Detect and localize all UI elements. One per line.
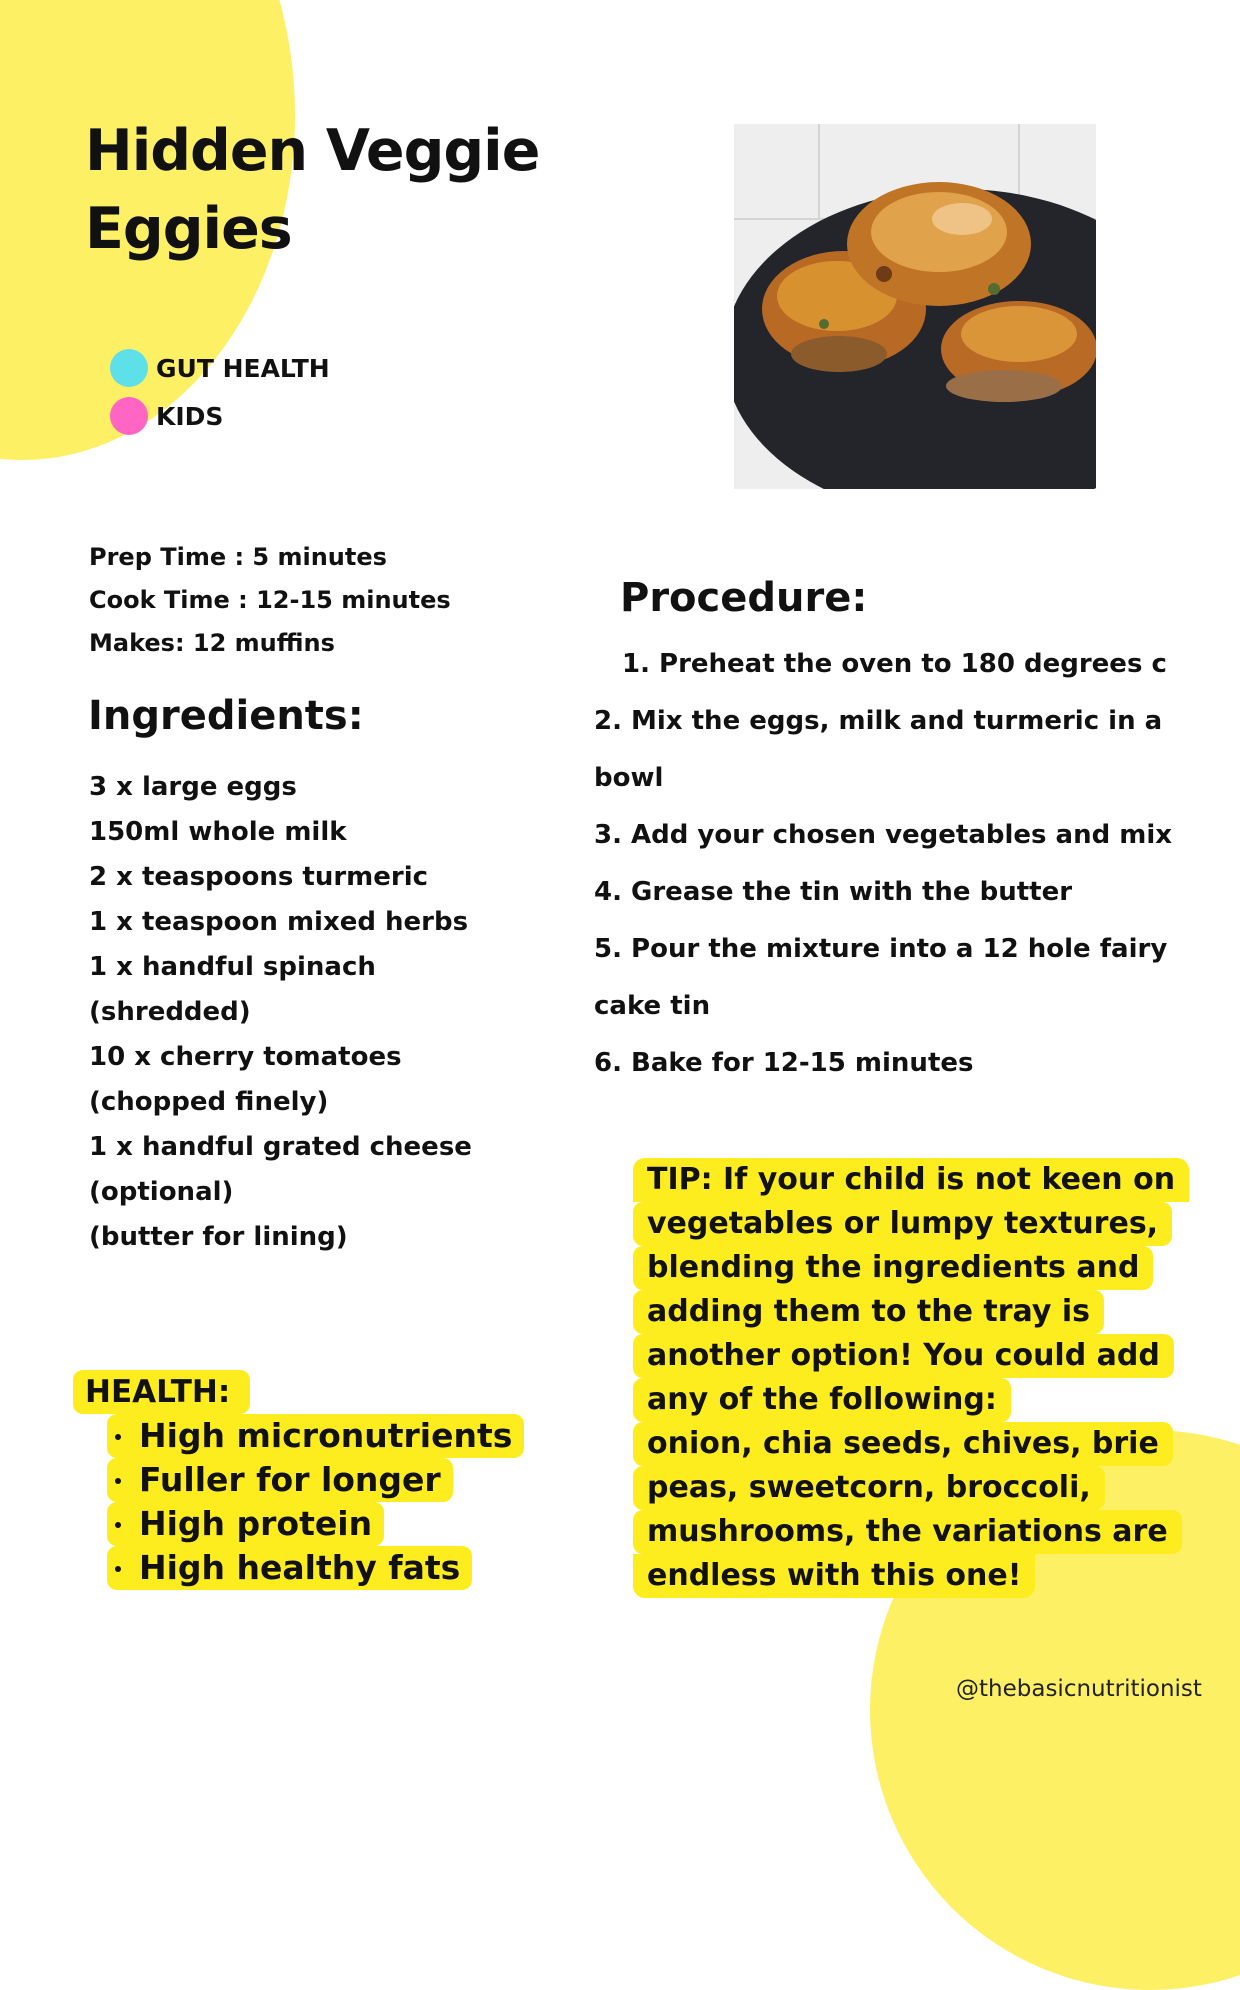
tip-line: adding them to the tray is: [633, 1290, 1104, 1334]
procedure-step: 3. Add your chosen vegetables and mix: [594, 820, 1173, 850]
tag-label: GUT HEALTH: [156, 353, 330, 383]
procedure-step: bowl: [594, 763, 664, 793]
procedure-step: 4. Grease the tin with the butter: [594, 877, 1073, 907]
tag-kids: [110, 392, 330, 440]
ingredients-heading: Ingredients:: [88, 693, 364, 739]
social-handle: @thebasicnutritionist: [956, 1676, 1202, 1702]
ingredient-item: 3 x large eggs: [89, 772, 297, 802]
pink-dot-icon: [110, 397, 148, 435]
tip-line: TIP: If your child is not keen on: [633, 1158, 1189, 1202]
tip-line: mushrooms, the variations are: [633, 1510, 1182, 1554]
title-line-1: Hidden Veggie: [85, 118, 540, 184]
tip-line: blending the ingredients and: [633, 1246, 1153, 1290]
ingredient-item: 1 x handful spinach: [89, 952, 376, 982]
ingredient-item: 10 x cherry tomatoes: [89, 1042, 402, 1072]
ingredient-item: (chopped finely): [89, 1087, 329, 1117]
health-item: High micronutrients: [107, 1414, 524, 1458]
egg-muffins-photo: [734, 124, 1096, 489]
title-line-2: Eggies: [85, 196, 292, 262]
tip-line: endless with this one!: [633, 1554, 1035, 1598]
health-list: [73, 1414, 524, 1590]
tip-box: [633, 1158, 1189, 1598]
egg-muffins-illustration: [734, 124, 1096, 489]
ingredient-item: 2 x teaspoons turmeric: [89, 862, 429, 892]
tip-line: another option! You could add: [633, 1334, 1174, 1378]
tip-line: any of the following:: [633, 1378, 1011, 1422]
ingredient-item: (butter for lining): [89, 1222, 348, 1252]
procedure-steps: [594, 636, 1172, 1092]
yield: Makes: 12 muffins: [89, 629, 335, 657]
ingredient-item: 1 x teaspoon mixed herbs: [89, 907, 469, 937]
cook-time: Cook Time : 12-15 minutes: [89, 586, 451, 614]
health-item: High healthy fats: [107, 1546, 472, 1590]
tip-line: vegetables or lumpy textures,: [633, 1202, 1172, 1246]
health-title: HEALTH:: [73, 1370, 250, 1414]
procedure-heading: Procedure:: [620, 575, 868, 621]
recipe-title: [85, 112, 539, 268]
health-item: High protein: [107, 1502, 384, 1546]
recipe-times: [89, 536, 451, 665]
procedure-step: 1. Preheat the oven to 180 degrees c: [622, 649, 1167, 679]
tip-line: peas, sweetcorn, broccoli,: [633, 1466, 1105, 1510]
ingredient-item: (optional): [89, 1177, 234, 1207]
prep-time: Prep Time : 5 minutes: [89, 543, 387, 571]
health-benefits: [73, 1370, 524, 1590]
procedure-step: cake tin: [594, 991, 711, 1021]
health-item: Fuller for longer: [107, 1458, 453, 1502]
tag-gut-health: [110, 344, 330, 392]
procedure-step: 6. Bake for 12-15 minutes: [594, 1048, 974, 1078]
procedure-step: 2. Mix the eggs, milk and turmeric in a: [594, 706, 1163, 736]
cyan-dot-icon: [110, 349, 148, 387]
tag-label: KIDS: [156, 401, 224, 431]
ingredient-item: (shredded): [89, 997, 251, 1027]
ingredient-item: 1 x handful grated cheese: [89, 1132, 472, 1162]
ingredient-item: 150ml whole milk: [89, 817, 347, 847]
category-tags: [110, 344, 330, 440]
procedure-step: 5. Pour the mixture into a 12 hole fairy: [594, 934, 1168, 964]
tip-line: onion, chia seeds, chives, brie: [633, 1422, 1173, 1466]
ingredients-list: [89, 765, 472, 1260]
